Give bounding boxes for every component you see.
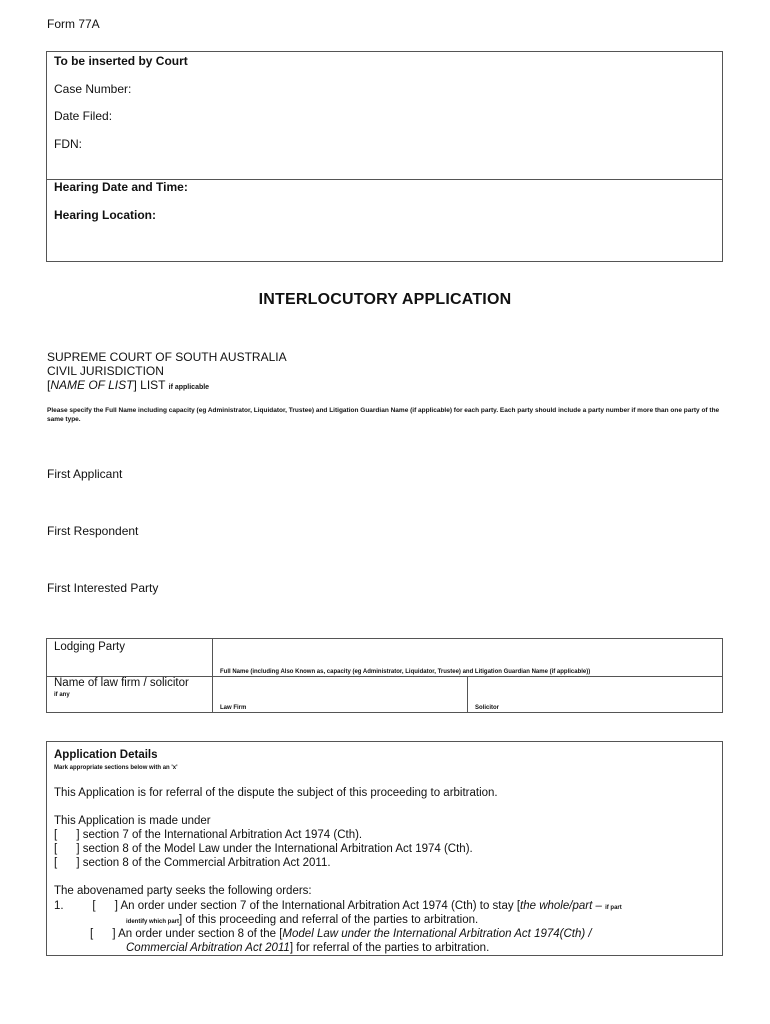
option-model-law-text: section 8 of the Model Law under the International Arbitration Act 1974 (Cth).: [82, 843, 473, 855]
made-under-text: This Application is made under: [54, 815, 211, 827]
option-commercial-text: section 8 of the Commercial Arbitration Act 2011.: [82, 857, 331, 869]
law-firm-caption: Law Firm: [220, 705, 247, 711]
court-jurisdiction: CIVIL JURISDICTION: [47, 364, 164, 378]
order-1-text: An order under section 7 of the International Arbitration Act 1974 (Cth) to stay [: [120, 900, 521, 912]
option-model-law: [ ] section 8 of the Model Law under the International Arbitration Act 1974 (Cth).: [54, 843, 473, 855]
order-1-italic: the whole/part –: [520, 900, 602, 912]
list-note: if applicable: [168, 384, 210, 391]
court-heading: [47, 350, 287, 395]
order-2-italic-2: Commercial Arbitration Act 2011: [126, 942, 290, 954]
seeks-orders-text: The abovenamed party seeks the following orders:: [54, 885, 312, 897]
table-divider: [467, 676, 468, 712]
order-2: [ ] An order under section 8 of the [Model Law under the International Arbitration Act 1974(Cth) /: [90, 928, 592, 940]
hearing-date-label: Hearing Date and Time:: [54, 180, 188, 194]
case-number-label: Case Number:: [54, 82, 132, 96]
hearing-location-label: Hearing Location:: [54, 208, 157, 222]
date-filed-label: Date Filed:: [54, 109, 113, 123]
details-heading: Application Details: [54, 749, 158, 761]
option-section-7-text: section 7 of the International Arbitration Act 1974 (Cth).: [82, 829, 363, 841]
order-1-micro-2: identify which part: [126, 919, 180, 925]
court-name: SUPREME COURT OF SOUTH AUSTRALIA: [47, 350, 287, 364]
order-2-continuation: [126, 942, 489, 954]
page-title: INTERLOCUTORY APPLICATION: [258, 291, 512, 308]
first-interested-party-label: First Interested Party: [47, 581, 159, 595]
order-1-continuation: [126, 914, 478, 926]
court-box-header: To be inserted by Court: [54, 54, 188, 68]
mark-note: Mark appropriate sections below with an 'x': [54, 765, 178, 771]
order-2-italic: Model Law under the International Arbitration Act 1974(Cth) /: [282, 928, 592, 940]
order-1-cont: ] of this proceeding and referral of the parties to arbitration.: [179, 914, 479, 926]
fdn-label: FDN:: [54, 137, 82, 151]
law-firm-solicitor-label: Name of law firm / solicitor: [54, 677, 189, 689]
party-instruction: Please specify the Full Name including capacity (eg Administrator, Liquidator, Trustee) and Litigation Guardian Name (if applicable) for each party. Each party should include a party number if more than one party of the same type.: [47, 407, 720, 423]
first-respondent-label: First Respondent: [47, 524, 139, 538]
list-suffix: LIST: [140, 378, 166, 392]
if-any-note: if any: [54, 692, 70, 698]
form-number: Form 77A: [47, 17, 100, 31]
lodging-party-table: [46, 638, 723, 713]
order-1-number: 1.: [54, 900, 64, 912]
solicitor-caption: Solicitor: [475, 705, 500, 711]
court-list-line: [NAME OF LIST] LIST if applicable: [47, 378, 210, 392]
option-commercial: [ ] section 8 of the Commercial Arbitration Act 2011.: [54, 857, 331, 869]
application-details-box: [46, 741, 723, 956]
order-1-micro: if part: [605, 905, 622, 911]
referral-text: This Application is for referral of the dispute the subject of this proceeding to arbitration.: [54, 787, 498, 799]
lodging-party-label: Lodging Party: [54, 641, 125, 653]
order-2-text: An order under section 8 of the [: [118, 928, 283, 940]
option-section-7: [ ] section 7 of the International Arbitration Act 1974 (Cth).: [54, 829, 363, 841]
full-name-caption: Full Name (including Also Known as, capacity (eg Administrator, Liquidator, Trustee) and Litigation Guardian Name (if applicable)): [220, 669, 591, 675]
first-applicant-label: First Applicant: [47, 467, 123, 481]
order-2-cont: ] for referral of the parties to arbitration.: [289, 942, 490, 954]
list-name: NAME OF LIST: [50, 378, 134, 392]
order-1: 1. [ ] An order under section 7 of the International Arbitration Act 1974 (Cth) to stay [the whole/part – if part: [54, 900, 622, 912]
court-use-box: [46, 51, 723, 262]
